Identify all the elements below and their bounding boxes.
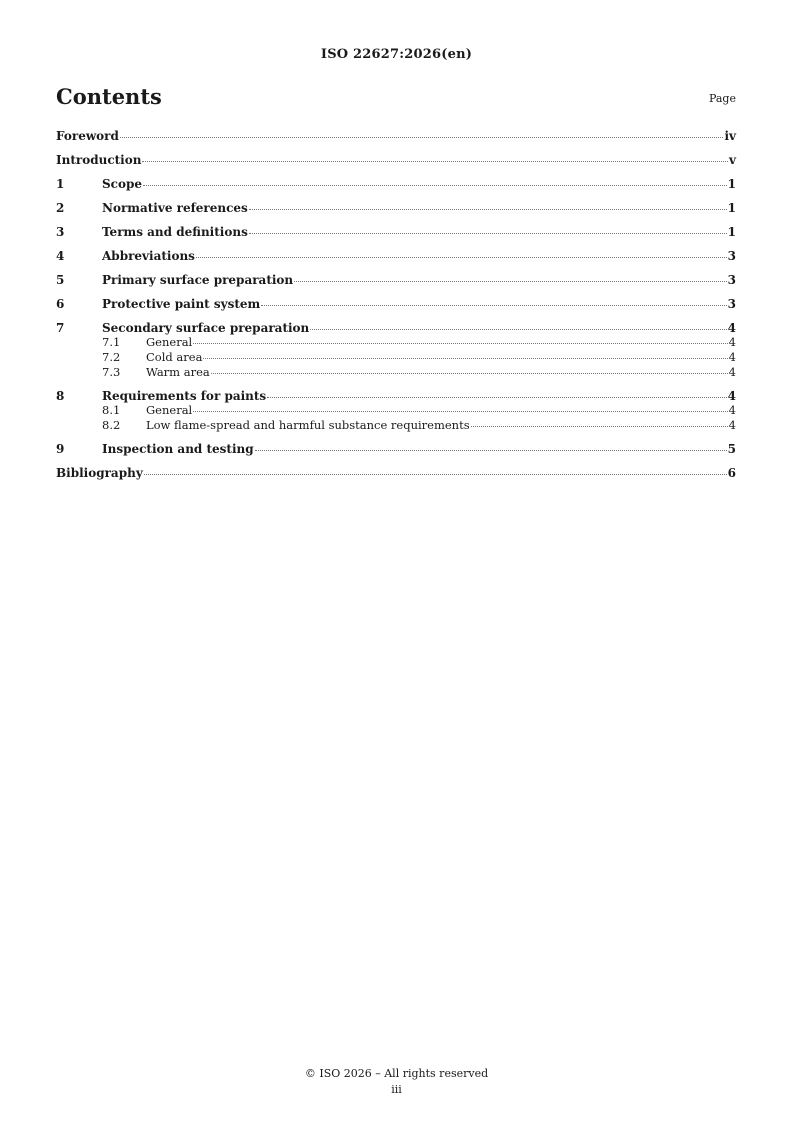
toc-entry-label: Primary surface preparation [102, 273, 294, 287]
dot-leader [211, 373, 728, 374]
dot-leader [143, 185, 727, 186]
toc-entry-page: iv [724, 129, 736, 143]
toc-subentry[interactable] [56, 351, 736, 364]
toc-entry-page: 4 [728, 335, 736, 349]
toc-entry-label: Protective paint system [102, 297, 261, 311]
page-column-label: Page [708, 92, 736, 105]
toc-entry-number: 7.3 [102, 365, 121, 379]
document-header: ISO 22627:2026(en) [320, 47, 473, 62]
toc-entry[interactable] [56, 389, 736, 403]
dot-leader [142, 161, 728, 162]
toc-subentry[interactable] [56, 336, 736, 349]
page-number: iii [391, 1083, 402, 1096]
toc-entry-page: 6 [727, 466, 736, 480]
dot-leader [310, 329, 726, 330]
toc-entry-page: 3 [727, 297, 736, 311]
toc-entry-number: 8.2 [102, 418, 121, 432]
toc-entry-page: 3 [727, 273, 736, 287]
dot-leader [144, 474, 727, 475]
toc-entry-number: 7.2 [102, 350, 121, 364]
toc-entry-page: 4 [728, 418, 736, 432]
dot-leader [249, 233, 727, 234]
toc-entry-page: 1 [727, 201, 736, 215]
toc-entry-label: Bibliography [56, 466, 143, 480]
toc-entry-number: 3 [56, 225, 65, 239]
toc-entry[interactable] [56, 297, 736, 311]
toc-entry[interactable] [56, 321, 736, 335]
toc-entry-page: 1 [727, 225, 736, 239]
toc-entry-label: Inspection and testing [102, 442, 254, 456]
toc-entry[interactable] [56, 273, 736, 287]
toc-entry-number: 4 [56, 249, 65, 263]
toc-entry-number: 8 [56, 389, 65, 403]
toc-entry[interactable] [56, 442, 736, 456]
dot-leader [267, 397, 726, 398]
dot-leader [120, 137, 724, 138]
page-title: Contents [56, 84, 162, 109]
toc-entry-label: General [146, 403, 193, 417]
table-of-contents [56, 129, 736, 490]
dot-leader [471, 426, 728, 427]
toc-entry-page: 5 [727, 442, 736, 456]
toc-entry[interactable] [56, 177, 736, 191]
toc-subentry[interactable] [56, 366, 736, 379]
dot-leader [261, 305, 726, 306]
toc-entry-number: 8.1 [102, 403, 121, 417]
toc-entry[interactable] [56, 225, 736, 239]
toc-entry-page: 1 [727, 177, 736, 191]
toc-entry-label: General [146, 335, 193, 349]
toc-entry-label: Low flame-spread and harmful substance requirements [146, 418, 470, 432]
toc-entry-number: 6 [56, 297, 65, 311]
toc-entry-number: 2 [56, 201, 65, 215]
toc-entry-number: 9 [56, 442, 65, 456]
toc-entry-label: Secondary surface preparation [102, 321, 310, 335]
toc-entry[interactable] [56, 249, 736, 263]
dot-leader [249, 209, 727, 210]
toc-entry-label: Normative references [102, 201, 248, 215]
toc-entry-number: 7 [56, 321, 65, 335]
toc-entry-page: 4 [728, 365, 736, 379]
toc-entry-number: 7.1 [102, 335, 121, 349]
toc-entry-page: 3 [727, 249, 736, 263]
toc-entry-number: 5 [56, 273, 65, 287]
toc-entry[interactable] [56, 129, 736, 143]
toc-entry-label: Introduction [56, 153, 142, 167]
toc-entry[interactable] [56, 201, 736, 215]
toc-entry-label: Abbreviations [102, 249, 195, 263]
toc-subentry[interactable] [56, 419, 736, 432]
dot-leader [203, 358, 727, 359]
toc-entry-page: 4 [727, 321, 736, 335]
toc-entry-label: Foreword [56, 129, 119, 143]
toc-subentry[interactable] [56, 404, 736, 417]
toc-entry-label: Requirements for paints [102, 389, 267, 403]
dot-leader [193, 343, 727, 344]
toc-entry-page: 4 [727, 389, 736, 403]
toc-entry-page: 4 [728, 350, 736, 364]
page-footer [0, 1066, 793, 1098]
toc-entry-label: Cold area [146, 350, 203, 364]
toc-entry-page: v [729, 153, 736, 167]
toc-entry-page: 4 [728, 403, 736, 417]
contents-title-row [56, 84, 736, 110]
dot-leader [193, 411, 727, 412]
dot-leader [294, 281, 726, 282]
toc-entry-number: 1 [56, 177, 65, 191]
toc-entry[interactable] [56, 466, 736, 480]
toc-entry-label: Warm area [146, 365, 210, 379]
dot-leader [196, 257, 727, 258]
toc-entry-label: Terms and definitions [102, 225, 248, 239]
toc-entry[interactable] [56, 153, 736, 167]
dot-leader [255, 450, 727, 451]
copyright-notice: © ISO 2026 – All rights reserved [304, 1067, 489, 1080]
toc-entry-label: Scope [102, 177, 143, 191]
